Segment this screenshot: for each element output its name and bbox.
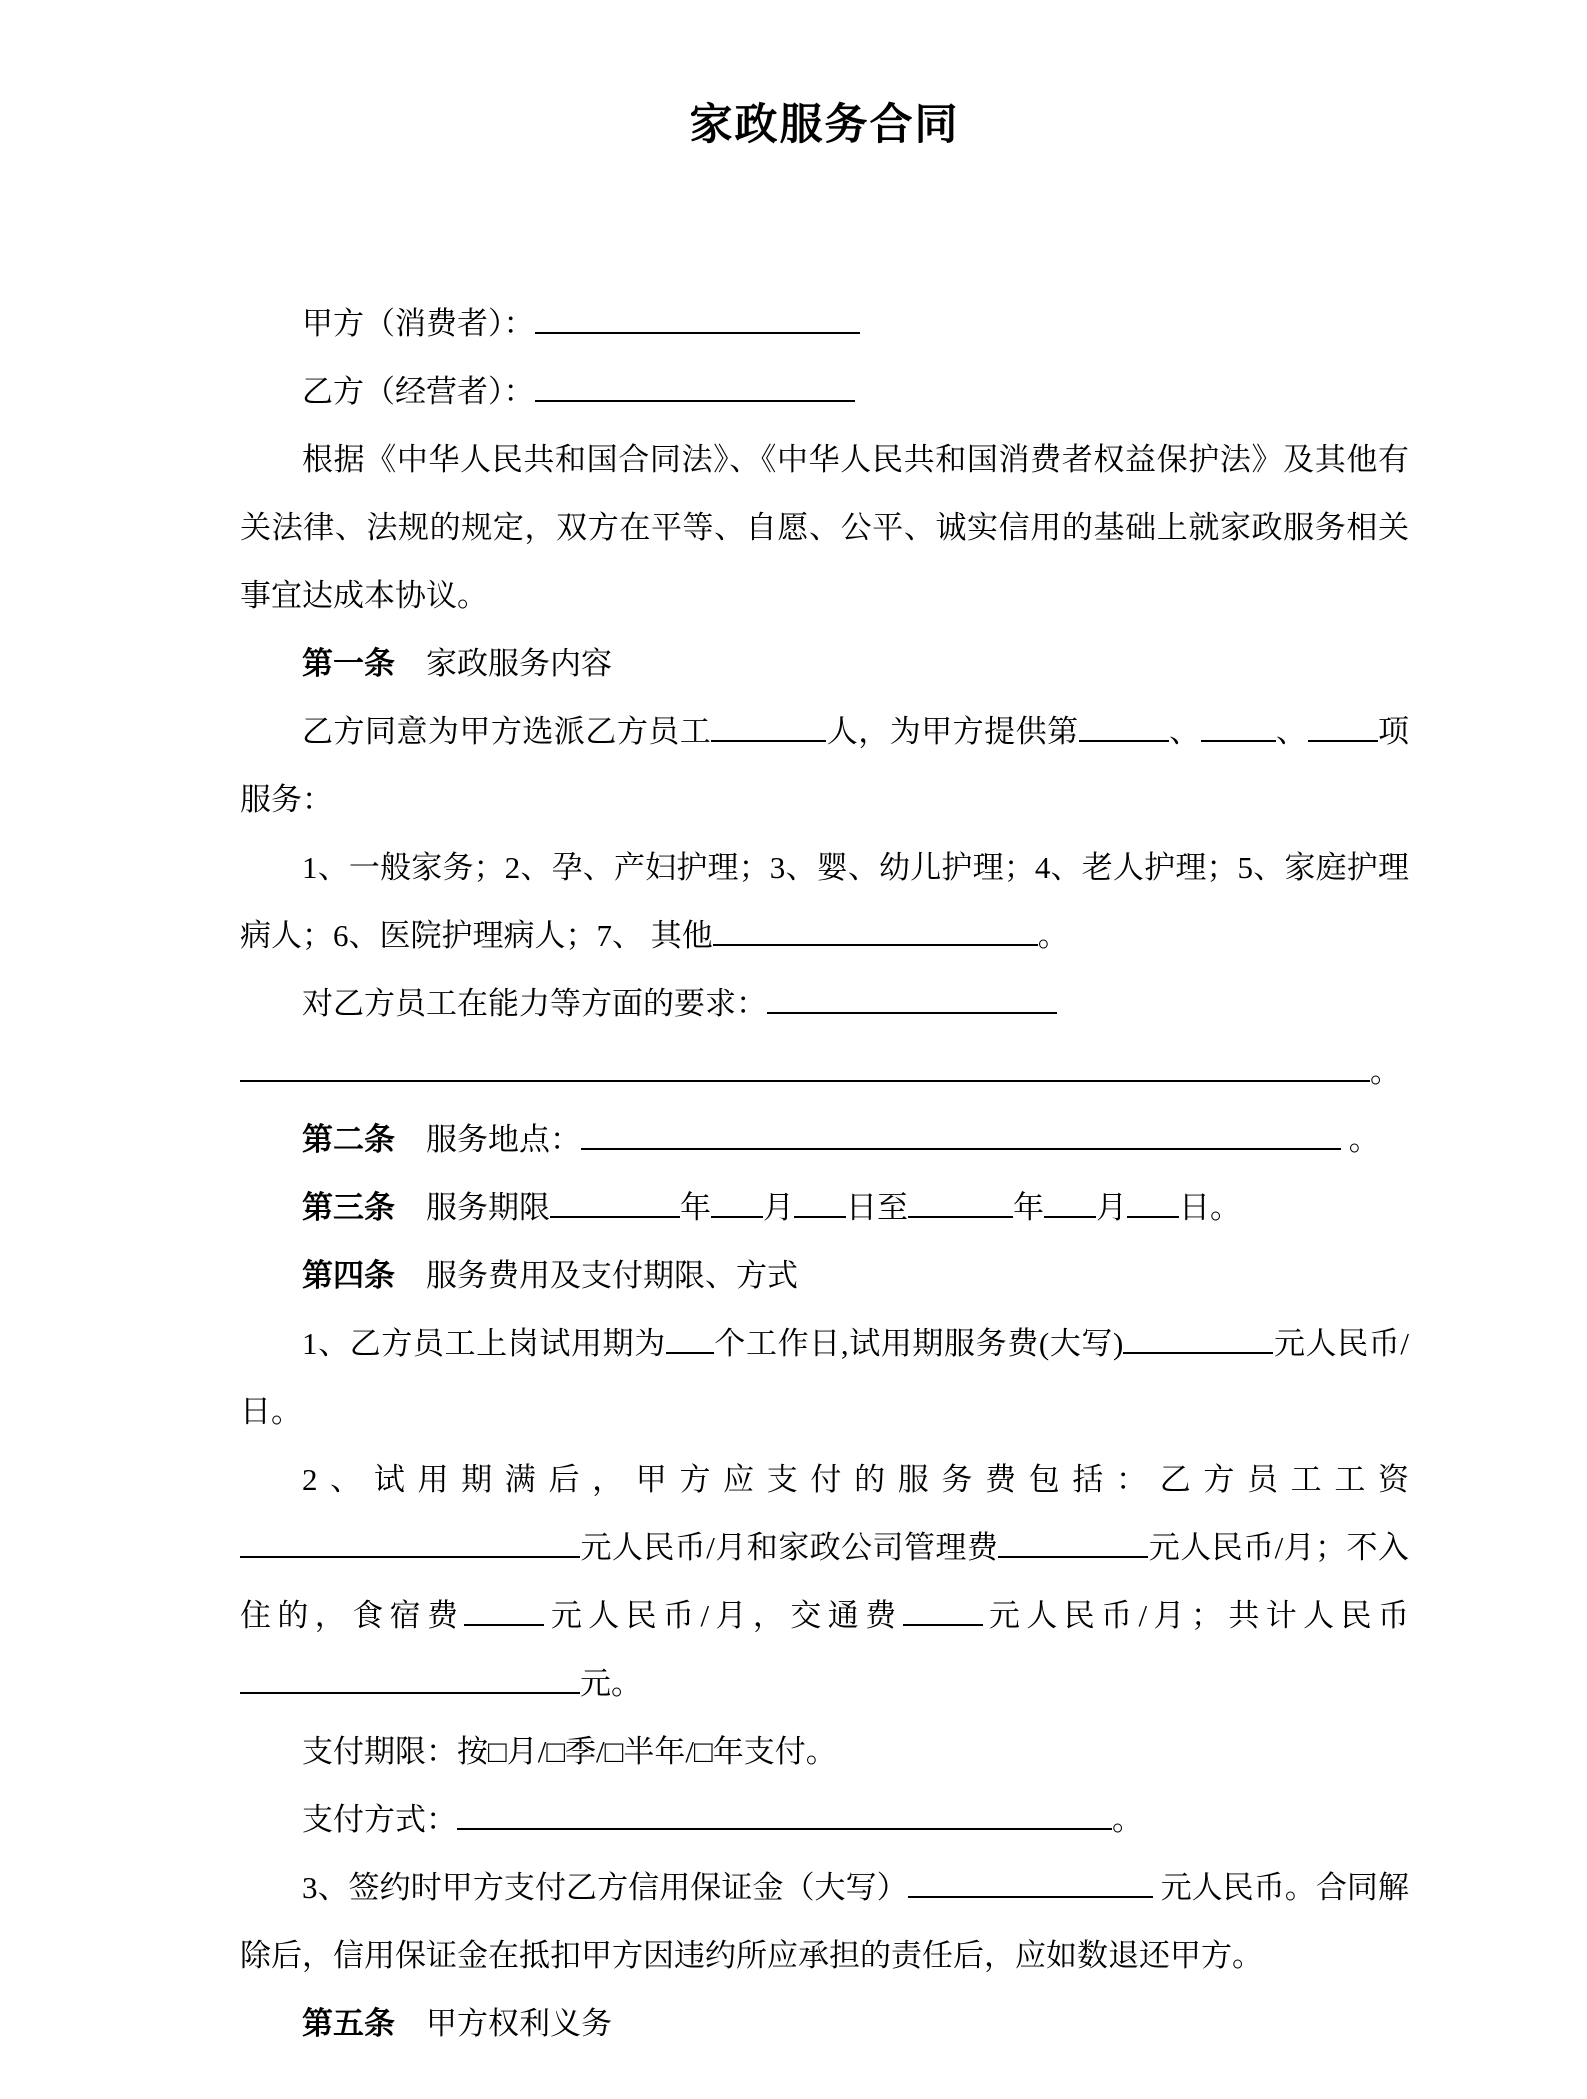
blank-field <box>464 1593 544 1626</box>
blank-field <box>711 709 826 742</box>
text-segment: 日至 <box>846 1189 908 1225</box>
text-segment: 元人民币/月；不入住的，食宿费 <box>240 1529 1409 1633</box>
blank-field <box>1308 709 1378 742</box>
clause-number: 第一条 <box>302 645 395 681</box>
clause-number: 第二条 <box>302 1121 395 1157</box>
text-segment: 、 <box>1168 713 1201 749</box>
clause-5-heading <box>240 1990 1409 2058</box>
clause-1-staff-line <box>240 698 1409 834</box>
blank-field <box>998 1525 1148 1558</box>
text-segment: 1、乙方员工上岗试用期为 <box>302 1325 666 1361</box>
blank-field <box>903 1593 983 1626</box>
blank-field <box>535 301 860 334</box>
text-segment: 乙方同意为甲方选派乙方员工 <box>302 713 712 749</box>
text-segment: 日。 <box>1179 1189 1241 1225</box>
blank-field <box>666 1321 714 1354</box>
text-segment: 2、试用期满后，甲方应支付的服务费包括：乙方员工工资 <box>302 1461 1409 1497</box>
party-b-line <box>240 358 1409 426</box>
blank-field <box>1123 1321 1273 1354</box>
blank-field <box>794 1185 846 1218</box>
text-segment: 人，为甲方提供第 <box>826 713 1079 749</box>
text-segment: 元人民币。合同解除后，信用保证金在抵扣甲方因违约所应承担的责任后，应如数退还甲方。 <box>240 1869 1409 1973</box>
text-segment: 月 <box>1096 1189 1127 1225</box>
blank-field <box>713 913 1038 946</box>
preamble <box>240 426 1409 630</box>
text-segment: 元人民币/日。 <box>240 1325 1409 1429</box>
text-segment: 。 <box>1037 917 1069 953</box>
text-segment: 服务费用及支付期限、方式 <box>395 1257 798 1293</box>
text-segment: 服务期限 <box>395 1189 550 1225</box>
text-segment: 支付方式： <box>302 1801 457 1837</box>
text-segment: 乙方（经营者）： <box>302 373 535 409</box>
text-segment: 。 <box>1341 1121 1380 1157</box>
text-segment: 元人民币/月，交通费 <box>544 1597 903 1633</box>
clause-number: 第四条 <box>302 1257 395 1293</box>
clause-4-heading <box>240 1242 1409 1310</box>
blank-field <box>240 1525 580 1558</box>
text-segment: 、 <box>1275 713 1308 749</box>
blank-field <box>457 1797 1112 1830</box>
blank-field <box>1044 1185 1096 1218</box>
blank-field <box>908 1865 1153 1898</box>
blank-field <box>550 1185 680 1218</box>
text-segment: 。 <box>1370 1053 1401 1089</box>
text-segment: 年 <box>1013 1189 1044 1225</box>
text-segment: 服务地点： <box>395 1121 581 1157</box>
blank-field <box>1079 709 1169 742</box>
text-segment: 年 <box>680 1189 711 1225</box>
blank-field <box>767 981 1057 1014</box>
text-segment: 3、签约时甲方支付乙方信用保证金（大写） <box>302 1869 908 1905</box>
blank-field <box>711 1185 763 1218</box>
clause-1-requirements <box>240 970 1409 1106</box>
text-segment: 对乙方员工在能力等方面的要求： <box>302 985 767 1021</box>
document-title: 家政服务合同 <box>689 102 960 149</box>
text-segment: 。 <box>1112 1801 1143 1837</box>
document-body <box>240 290 1409 2058</box>
text-segment: 1、一般家务；2、孕、产妇护理；3、婴、幼儿护理；4、老人护理；5、家庭护理病人；6、医院护理病人；7、 其他 <box>240 849 1409 953</box>
blank-field <box>1127 1185 1179 1218</box>
clause-number: 第三条 <box>302 1189 395 1225</box>
party-a-line <box>240 290 1409 358</box>
clause-4-payment-term <box>240 1718 1409 1786</box>
clause-4-item-3 <box>240 1854 1409 1990</box>
clause-3-term <box>240 1174 1409 1242</box>
text-segment: 根据《中华人民共和国合同法》、《中华人民共和国消费者权益保护法》及其他有关法律、法规的规定，双方在平等、自愿、公平、诚实信用的基础上就家政服务相关事宜达成本协议。 <box>240 441 1409 613</box>
text-segment: 元人民币/月和家政公司管理费 <box>580 1529 999 1565</box>
blank-field <box>908 1185 1013 1218</box>
clause-number: 第五条 <box>302 2005 395 2041</box>
blank-field <box>581 1117 1341 1150</box>
clause-2-location <box>240 1106 1409 1174</box>
text-segment: 元人民币/月；共计人民币 <box>982 1597 1409 1633</box>
clause-1-service-items <box>240 834 1409 970</box>
text-segment: 元。 <box>580 1665 642 1701</box>
text-segment: 项服务： <box>240 713 1410 817</box>
text-segment: 家政服务内容 <box>395 645 612 681</box>
blank-field <box>535 369 855 402</box>
blank-field <box>240 1049 1370 1082</box>
text-segment: 月 <box>763 1189 794 1225</box>
blank-field <box>240 1661 580 1694</box>
clause-4-item-1 <box>240 1310 1409 1446</box>
clause-4-item-2 <box>240 1446 1409 1718</box>
text-segment: 甲方（消费者）： <box>302 305 535 341</box>
blank-field <box>1201 709 1276 742</box>
text-segment: 个工作日,试用期服务费(大写) <box>713 1325 1124 1361</box>
clause-4-payment-method <box>240 1786 1409 1854</box>
text-segment: 甲方权利义务 <box>395 2005 612 2041</box>
text-segment: 支付期限：按□月/□季/□半年/□年支付。 <box>302 1733 837 1769</box>
clause-1-heading <box>240 630 1409 698</box>
